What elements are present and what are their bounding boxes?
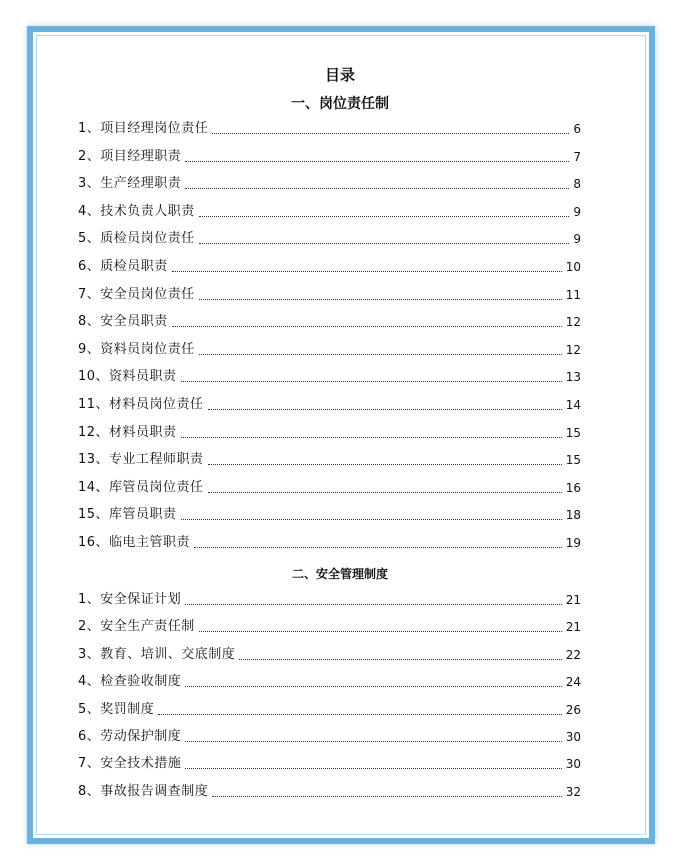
toc-entry[interactable] [78, 755, 581, 773]
toc-entry-label: 9、资料员岗位责任 [78, 341, 195, 357]
dot-leader [199, 299, 562, 300]
toc-entry-page-number: 32 [565, 784, 581, 799]
toc-entry[interactable] [78, 258, 581, 276]
dot-leader [158, 714, 561, 715]
toc-entry-page-number: 9 [573, 204, 581, 219]
section-1-heading: 一、岗位责任制 [291, 96, 389, 112]
toc-entry-label: 5、质检员岗位责任 [78, 231, 195, 247]
toc-entry-page-number: 21 [565, 620, 581, 635]
toc-entry-label: 1、项目经理岗位责任 [78, 121, 209, 136]
toc-entry[interactable] [78, 534, 581, 552]
toc-entry[interactable] [78, 203, 581, 221]
dot-leader [199, 216, 570, 217]
toc-entry-label: 15、库管员职责 [78, 507, 177, 523]
toc-entry-page-number: 18 [565, 508, 581, 523]
toc-entry[interactable] [78, 673, 581, 691]
toc-entry[interactable] [78, 783, 581, 801]
dot-leader [185, 188, 569, 189]
toc-entry-label: 13、专业工程师职责 [78, 452, 204, 468]
toc-entry[interactable] [78, 396, 581, 414]
toc-entry[interactable] [78, 148, 581, 166]
dot-leader [185, 741, 561, 742]
dot-leader [212, 133, 569, 134]
dot-leader [194, 547, 562, 548]
dot-leader [181, 381, 562, 382]
toc-entry-page-number: 15 [565, 425, 581, 440]
dot-leader [208, 492, 562, 493]
dot-leader [208, 409, 562, 410]
toc-entry[interactable] [78, 646, 581, 664]
toc-entry-page-number: 30 [565, 757, 581, 772]
dot-leader [185, 604, 561, 605]
toc-entry[interactable] [78, 341, 581, 359]
toc-entry[interactable] [78, 230, 581, 248]
toc-entry-page-number: 22 [565, 647, 581, 662]
dot-leader [172, 271, 562, 272]
toc-entry-label: 14、库管员岗位责任 [78, 479, 204, 495]
toc-entry-label: 7、安全员岗位责任 [78, 286, 195, 302]
toc-entry-page-number: 16 [565, 480, 581, 495]
toc-entry-page-number: 11 [565, 287, 581, 302]
toc-entry-label: 6、劳动保护制度 [78, 729, 182, 744]
dot-leader [185, 768, 561, 769]
toc-entry[interactable] [78, 701, 581, 719]
toc-entry-page-number: 21 [565, 593, 581, 607]
toc-entry[interactable] [78, 120, 581, 138]
toc-entry-page-number: 13 [565, 370, 581, 385]
toc-title: 目录 [324, 66, 355, 84]
toc-entry[interactable] [78, 286, 581, 304]
toc-entry[interactable] [78, 479, 581, 497]
toc-entry[interactable] [78, 451, 581, 469]
section-2-heading: 二、安全管理制度 [291, 567, 388, 581]
dot-leader [208, 464, 562, 465]
dot-leader [212, 796, 561, 797]
dot-leader [181, 519, 562, 520]
toc-entry-label: 2、项目经理职责 [78, 148, 182, 164]
toc-entry-label: 5、奖罚制度 [78, 701, 155, 717]
toc-entry-label: 7、安全技术措施 [78, 756, 182, 772]
toc-entry-page-number: 15 [565, 453, 581, 468]
toc-entry-page-number: 30 [565, 730, 581, 744]
toc-entry-label: 6、质检员职责 [78, 259, 168, 274]
toc-entry-label: 8、事故报告调查制度 [78, 783, 209, 799]
toc-entry[interactable] [78, 368, 581, 386]
dot-leader [239, 659, 561, 660]
toc-entry-label: 1、安全保证计划 [78, 592, 182, 607]
dot-leader [199, 243, 570, 244]
toc-entry-page-number: 10 [565, 260, 581, 274]
toc-entry-page-number: 24 [565, 675, 581, 690]
toc-entry-page-number: 7 [573, 149, 581, 164]
toc-entry-page-number: 12 [565, 315, 581, 330]
toc-entry-page-number: 8 [573, 177, 581, 192]
dot-leader [199, 354, 562, 355]
toc-entry-label: 3、生产经理职责 [78, 176, 182, 192]
toc-entry[interactable] [78, 618, 581, 636]
toc-entry[interactable] [78, 175, 581, 193]
toc-entry[interactable] [78, 424, 581, 442]
toc-entry-page-number: 26 [565, 702, 581, 717]
toc-entry-label: 12、材料员职责 [78, 424, 177, 440]
toc-entry-label: 10、资料员职责 [78, 369, 177, 385]
dot-leader [199, 631, 562, 632]
dot-leader [172, 326, 562, 327]
toc-entry-label: 11、材料员岗位责任 [78, 397, 204, 412]
toc-entry[interactable] [78, 728, 581, 746]
dot-leader [185, 686, 561, 687]
toc-entry-page-number: 9 [573, 232, 581, 247]
toc-entry-label: 2、安全生产责任制 [78, 619, 195, 635]
toc-entry-label: 3、教育、培训、交底制度 [78, 646, 236, 662]
toc-entry-label: 4、技术负责人职责 [78, 203, 195, 219]
toc-entry-page-number: 12 [565, 342, 581, 357]
toc-entry[interactable] [78, 506, 581, 524]
toc-entry-label: 16、临电主管职责 [78, 535, 191, 550]
toc-entry-label: 4、检查验收制度 [78, 674, 182, 690]
dot-leader [181, 437, 562, 438]
dot-leader [185, 161, 569, 162]
toc-entry[interactable] [78, 591, 581, 609]
toc-entry-page-number: 6 [573, 122, 581, 136]
toc-entry-page-number: 19 [565, 536, 581, 550]
toc-entry-page-number: 14 [565, 398, 581, 412]
toc-entry-label: 8、安全员职责 [78, 314, 168, 330]
toc-entry[interactable] [78, 313, 581, 331]
